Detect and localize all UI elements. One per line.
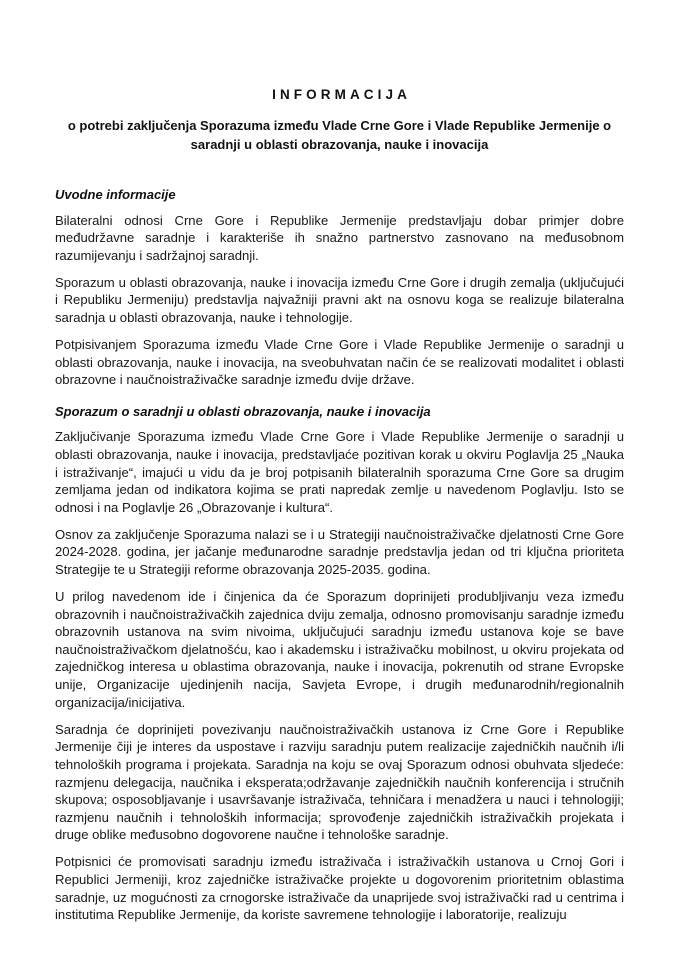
paragraph: Potpisivanjem Sporazuma između Vlade Crne Gore i Vlade Republike Jermenije o saradnji u oblasti obrazovanja, nauke i inovacija, na sveobuhvatan način će se realizovati modalitet i oblasti obrazovne i naučnoistraživačke saradnje između dvije države. xyxy=(55,337,624,388)
section-heading-uvodne-informacije: Uvodne informacije xyxy=(55,187,176,202)
document-title: INFORMACIJA xyxy=(272,87,411,102)
document-subtitle: o potrebi zaključenja Sporazuma između Vlade Crne Gore i Vlade Republike Jermenije o saradnji u oblasti obrazovanja, nauke i inovacija xyxy=(67,118,612,152)
paragraph: U prilog navedenom ide i činjenica da će Sporazum doprinijeti produbljivanju veza između obrazovnih i naučnoistraživačkih zajednica dviju zemalja, odnosno promovisanju saradnje između obrazovnih ustanova na svim nivoima, uključujući saradnju između ustanova koje se bave naučnoistraživačkom djelatnošću, kao i akademsku i istraživačku mobilnost, u okviru projekata od zajedničkog interesa u oblastima obrazovanja, nauke i inovacija, pokrenutih od strane Evropske unije, Organizacije ujedinjenih nacija, Savjeta Evrope, i drugih međunarodnih/regionalnih organizacija/inicijativa. xyxy=(55,589,624,710)
paragraph: Zaključivanje Sporazuma između Vlade Crne Gore i Vlade Republike Jermenije o saradnji u oblasti obrazovanja, nauke i inovacija, predstavljaće pozitivan korak u okviru Poglavlja 25 „Nauka i istraživanje“, imajući u vidu da je broj potpisanih bilateralnih sporazuma Crne Gore sa drugim zemljama jedan od indikatora kojima se prati napredak zemlje u navedenom Poglavlju. Isto se odnosi i na Poglavlje 26 „Obrazovanje i kultura“. xyxy=(55,429,624,515)
section-sporazum-o-saradnji xyxy=(55,403,624,924)
paragraph: Sporazum u oblasti obrazovanja, nauke i inovacija između Crne Gore i drugih zemalja (uključujući i Republiku Jermeniju) predstavlja najvažniji pravni akt na osnovu koga se realizuje bilateralna saradnja u oblasti obrazovanja, nauke i tehnologije. xyxy=(55,274,624,325)
paragraph: Saradnja će doprinijeti povezivanju naučnoistraživačkih ustanova iz Crne Gore i Republike Jermenije čiji je interes da uspostave i razviju saradnju putem realizacije zajedničkih naučnih i/li tehnoloških programa i projekata. Saradnja na koju se ovaj Sporazum odnosi obuhvata sljedeće: razmjenu delegacija, naučnika i eksperata;održavanje zajedničkih naučnih konferencija i stručnih skupova; osposobljavanje i usavršavanje istraživača, tehničara i menadžera u nauci i tehnologiji; razmjenu naučnih i tehnoloških informacija; sprovođenje zajedničkih istraživačkih projekata i druge oblike međusobno dogovorene naučne i tehnološke saradnje. xyxy=(55,721,624,843)
section-uvodne-informacije xyxy=(55,186,624,389)
paragraph: Osnov za zaključenje Sporazuma nalazi se i u Strategiji naučnoistraživačke djelatnosti Crne Gore 2024-2028. godina, jer jačanje međunarodne saradnje predstavlja jedan od tri ključna prioriteta Strategije te u Strategiji reforme obrazovanja 2025-2035. godina. xyxy=(55,526,624,577)
paragraph: Potpisnici će promovisati saradnju između istraživača i istraživačkih ustanova u Crnoj Gori i Republici Jermeniji, kroz zajedničke istraživačke projekte u dogovorenim prioritetnim oblastima saradnje, uz mogućnosti za crnogorske istraživače da unaprijede svoj istraživački rad u centrima i institutima Republike Jermenije, da koriste savremene tehnologije i laboratorije, realizuju xyxy=(55,854,624,923)
paragraph: Bilateralni odnosi Crne Gore i Republike Jermenije predstavljaju dobar primjer dobre međudržavne saradnje i karakteriše ih snažno partnerstvo zasnovano na međusobnom razumijevanju i sadržajnoj saradnji. xyxy=(55,212,624,263)
section-heading-sporazum-o-saradnji: Sporazum o saradnji u oblasti obrazovanja, nauke i inovacija xyxy=(55,403,431,419)
